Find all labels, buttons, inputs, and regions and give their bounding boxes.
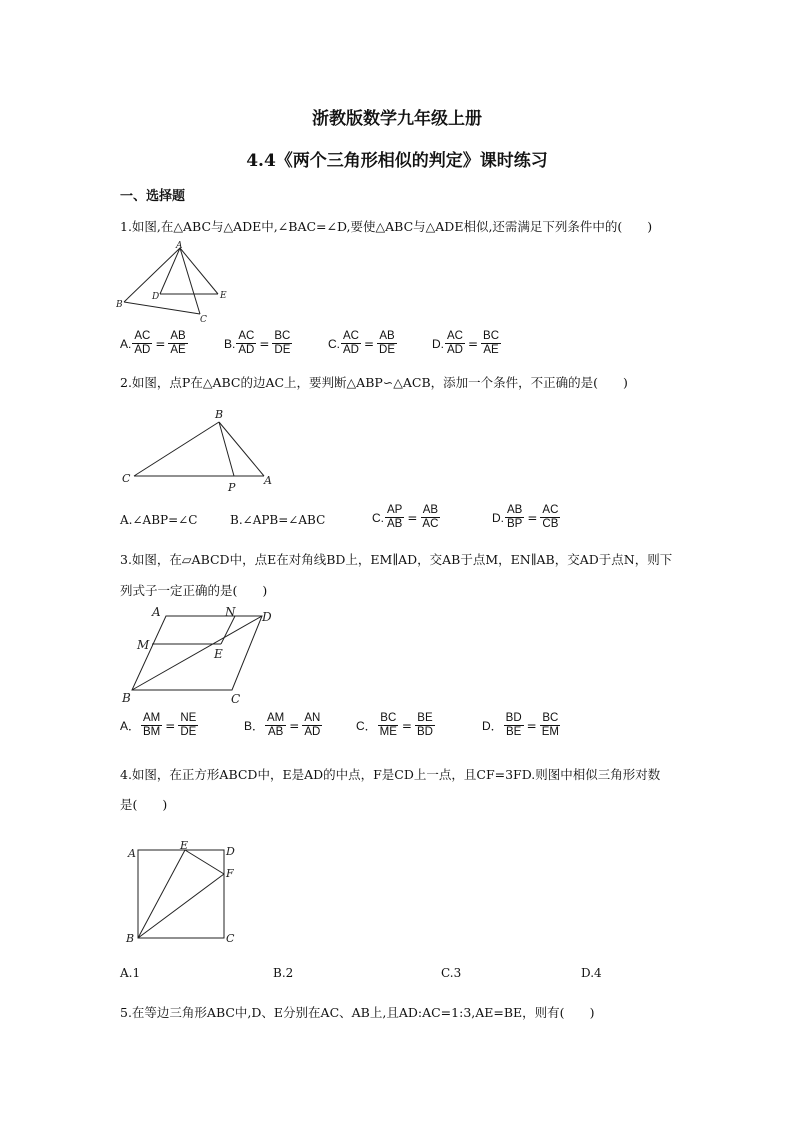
question-2-text: 2.如图，点P在△ABC的边AC上，要判断△ABP∽△ACB，添加一个条件，不正确的是( ) (120, 375, 628, 390)
q1-seg-ad (160, 248, 180, 294)
q1-label-d: D (152, 292, 160, 302)
q4-seg-ef (185, 850, 224, 874)
question-1-text: 1.如图,在△ABC与△ADE中,∠BAC=∠D,要使△ABC与△ADE相似,还需满足下列条件中的( ) (120, 219, 653, 234)
q2-label-a: A (264, 474, 272, 487)
q4-option-d[interactable]: D.4 (581, 966, 602, 980)
question-4-figure (122, 834, 262, 950)
q1-option-d[interactable]: D. $\frac{AC}{AD}$ = $\frac{BC}{AE}$ (432, 330, 500, 356)
q1-option-a[interactable]: A. $\frac{AC}{AD}$ = $\frac{AB}{AE}$ (120, 330, 186, 356)
q1-label-b: B (116, 300, 123, 310)
q4-label-c: C (226, 932, 235, 945)
question-4-text-line1: 4.如图，在正方形ABCD中，E是AD的中点，F是CD上一点，且CF=3FD.则图中相似三角形对数 (120, 767, 661, 782)
page-subtitle: 4.4《两个三角形相似的判定》课时练习 (246, 151, 548, 171)
q2-option-b[interactable]: B.∠APB=∠ABC (230, 513, 326, 527)
q3-label-b: B (122, 691, 131, 705)
q4-option-c[interactable]: C.3 (441, 966, 462, 980)
q3-label-c: C (231, 692, 241, 706)
q4-option-b[interactable]: B.2 (273, 966, 294, 980)
q3-label-d: D (262, 610, 272, 624)
q1-label-a: A (176, 241, 183, 251)
q2-label-p: P (228, 481, 236, 494)
q3-label-a: A (152, 605, 161, 619)
q1-seg-ac (180, 248, 200, 314)
q3-label-n: N (225, 605, 236, 619)
q3-diagonal-bd (132, 616, 262, 690)
q3-option-a[interactable]: A． $\frac{AM}{BM}$ = $\frac{NE}{DE}$ (120, 712, 197, 738)
question-2-figure (118, 404, 278, 494)
q1-option-c[interactable]: C. $\frac{AC}{AD}$ = $\frac{AB}{DE}$ (328, 330, 396, 356)
q2-seg-ba (219, 422, 264, 476)
q3-option-d[interactable]: D． $\frac{BD}{BE}$ = $\frac{BC}{EM}$ (482, 712, 559, 738)
page-title: 浙教版数学九年级上册 (312, 109, 482, 129)
q4-label-d: D (226, 845, 235, 858)
q2-option-d[interactable]: D. $\frac{AB}{BP}$ = $\frac{AC}{CB}$ (492, 504, 559, 530)
q4-seg-bf (138, 874, 224, 938)
q3-label-e: E (214, 647, 223, 661)
q4-square (138, 850, 224, 938)
q4-option-a[interactable]: A.1 (120, 966, 141, 980)
q4-label-e: E (180, 839, 189, 852)
q3-seg-en (221, 616, 235, 644)
q4-label-f: F (226, 867, 234, 880)
question-5-text: 5.在等边三角形ABC中,D、E分别在AC、AB上,且AD:AC=1:3,AE=BE，则有( ) (120, 1005, 595, 1020)
section-heading: 一、选择题 (120, 189, 186, 204)
q4-seg-be (138, 850, 185, 938)
q4-label-b: B (126, 932, 135, 945)
question-4-text-line2: 是( ) (120, 797, 168, 812)
q2-label-c: C (122, 472, 131, 485)
q3-option-b[interactable]: B． $\frac{AM}{AB}$ = $\frac{AN}{AD}$ (244, 712, 321, 738)
q3-option-c[interactable]: C． $\frac{BC}{ME}$ = $\frac{BE}{BD}$ (356, 712, 433, 738)
q4-label-a: A (128, 847, 136, 860)
question-1-figure (116, 240, 236, 324)
q1-seg-bc (124, 302, 200, 314)
q1-option-b[interactable]: B. $\frac{AC}{AD}$ = $\frac{BC}{DE}$ (224, 330, 291, 356)
question-3-text-line2: 列式子一定正确的是( ) (120, 583, 268, 598)
q2-option-a[interactable]: A.∠ABP=∠C (120, 513, 198, 527)
q2-seg-cb (134, 422, 219, 476)
q2-seg-bp (219, 422, 234, 476)
q3-label-m: M (137, 638, 150, 652)
q2-label-b: B (215, 408, 224, 421)
question-3-figure (118, 604, 288, 708)
q1-seg-ae (180, 248, 218, 294)
q1-label-e: E (220, 291, 227, 301)
question-3-text-line1: 3.如图，在▱ABCD中，点E在对角线BD上，EM∥AD，交AB于点M，EN∥AB，交AD于点N，则下 (120, 552, 673, 567)
q2-option-c[interactable]: C. $\frac{AP}{AB}$ = $\frac{AB}{AC}$ (372, 504, 439, 530)
q1-label-c: C (200, 315, 207, 324)
